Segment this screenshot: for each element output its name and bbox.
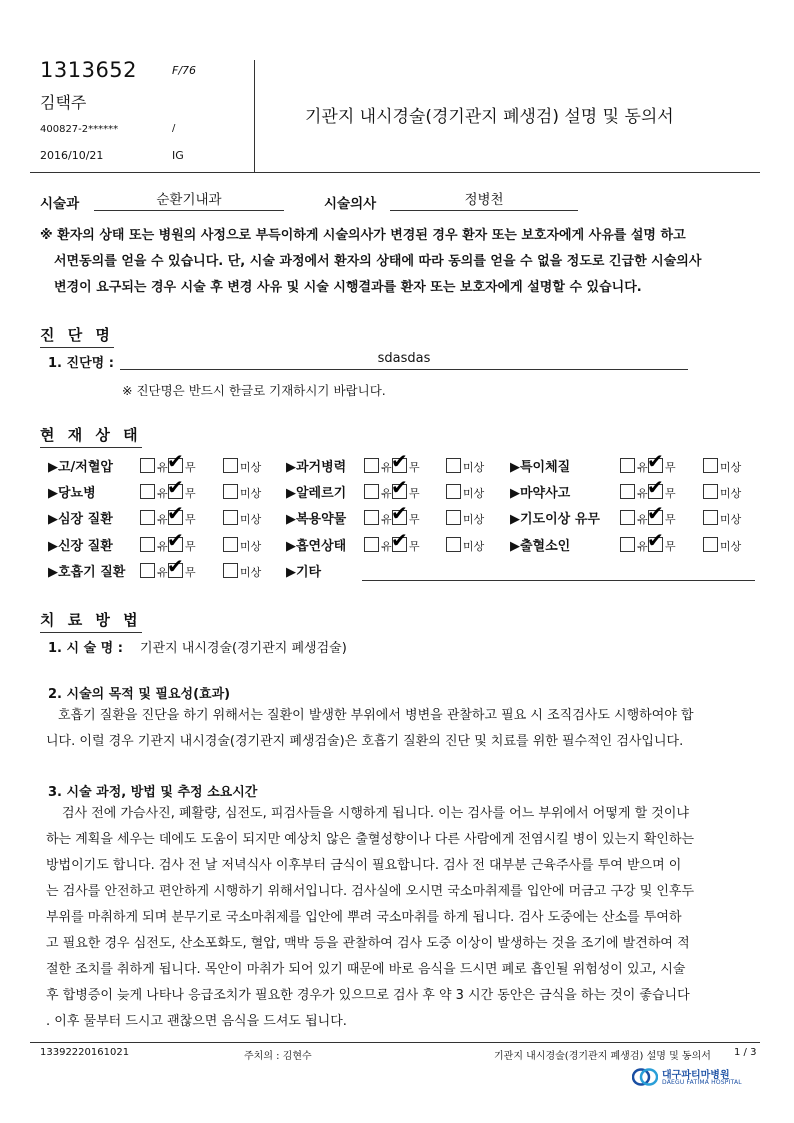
status-checkbox[interactable] [703,484,718,499]
treatment-section-title: 치 료 방 법 [40,609,142,633]
checkmark-icon: ✔ [167,475,184,499]
status-item-label: ▶마약사고 [510,486,571,501]
checkmark-icon: ✔ [391,501,408,525]
status-item-label: ▶흡연상태 [286,539,347,554]
status-option-label: 유 [637,487,648,500]
hospital-logo-name: 대구파티마병원 [662,1070,730,1081]
status-checkbox[interactable] [703,510,718,525]
footer-page: 1 / 3 [734,1047,757,1058]
purpose-line-1: 호흡기 질환을 진단을 하기 위해서는 질환이 발생한 부위에서 병변을 관찰하고 필요 시 조직검사도 시행하여야 합 [58,708,694,723]
status-checkbox[interactable] [223,537,238,552]
status-option-label: 미상 [240,461,262,474]
status-item-label: ▶특이체질 [510,460,571,475]
checkmark-icon: ✔ [167,528,184,552]
checkmark-icon: ✔ [391,475,408,499]
status-option-label: 유 [637,461,648,474]
status-checkbox[interactable] [223,510,238,525]
status-checkbox[interactable] [140,484,155,499]
patient-code: F/76 [172,64,197,77]
checkmark-icon: ✔ [647,528,664,552]
process-line-9: . 이후 물부터 드시고 괜찮으면 음식을 드셔도 됩니다. [46,1014,347,1029]
footer-doc-number: 13392220161021 [40,1047,130,1058]
patient-rrn: 400827-2****** [40,124,119,135]
status-checkbox[interactable] [446,458,461,473]
status-option-label: 미상 [463,513,485,526]
notice-line-2: 서면동의를 얻을 수 있습니다. 단, 시술 과정에서 환자의 상태에 따라 동의를 얻을 수 없을 정도로 긴급한 시술의사 [54,254,702,269]
status-option-label: 미상 [240,513,262,526]
status-option-label: 미상 [240,566,262,579]
status-checkbox[interactable] [446,484,461,499]
hospital-logo-name-en: DAEGU FATIMA HOSPITAL [662,1079,742,1086]
form-date: 2016/10/21 [40,149,104,162]
status-checkbox[interactable] [620,458,635,473]
notice-line-3: 변경이 요구되는 경우 시술 후 변경 사유 및 시술 시행결과를 환자 또는 보호자에게 설명할 수 있습니다. [54,280,642,295]
status-checkbox[interactable] [223,484,238,499]
status-checkbox[interactable] [223,563,238,578]
checkmark-icon: ✔ [647,449,664,473]
status-checkbox[interactable] [703,537,718,552]
status-option-label: 무 [409,461,420,474]
status-option-label: 무 [185,513,196,526]
process-line-1: 검사 전에 가슴사진, 폐활량, 심전도, 피검사들을 시행하게 됩니다. 이는 검사를 어느 부위에서 어떻게 할 것이냐 [62,806,689,821]
process-line-8: 후 합병증이 늦게 나타나 응급조치가 필요한 경우가 있으므로 검사 후 약 3 시간 동안은 금식을 하는 것이 좋습니다 [46,988,690,1003]
status-section-title: 현 재 상 태 [40,424,142,448]
checkmark-icon: ✔ [647,475,664,499]
status-option-label: 미상 [720,513,742,526]
status-item-label: ▶고/저혈압 [48,460,113,475]
status-option-label: 미상 [720,540,742,553]
status-checkbox[interactable] [620,537,635,552]
status-option-label: 무 [665,513,676,526]
checkmark-icon: ✔ [647,501,664,525]
status-option-label: 무 [409,540,420,553]
purpose-title: 2. 시술의 목적 및 필요성(효과) [48,687,231,702]
purpose-line-2: 니다. 이럴 경우 기관지 내시경술(경기관지 폐생검술)은 호흡기 질환의 진단 및 치료를 위한 필수적인 검사입니다. [46,734,684,749]
status-checkbox[interactable] [140,510,155,525]
dept-label: 시술과 [40,196,80,212]
status-option-label: 유 [381,487,392,500]
status-option-label: 유 [157,513,168,526]
status-checkbox[interactable] [364,537,379,552]
status-checkbox[interactable] [364,510,379,525]
checkmark-icon: ✔ [167,449,184,473]
diagnosis-section-title: 진 단 명 [40,324,114,348]
status-option-label: 미상 [463,461,485,474]
document-title: 기관지 내시경술(경기관지 폐생검) 설명 및 동의서 [305,107,674,127]
status-checkbox[interactable] [364,484,379,499]
status-other-label: ▶기타 [286,565,322,580]
process-line-2: 하는 계획을 세우는 데에도 도움이 되지만 예상치 않은 출혈성향이나 다른 사람에게 전염시킬 병이 있는지 확인하는 [46,832,695,847]
doctor-value: 정병천 [390,190,578,211]
checkmark-icon: ✔ [167,501,184,525]
process-title: 3. 시술 과정, 방법 및 추정 소요시간 [48,785,258,800]
process-line-7: 절한 조치를 취하게 됩니다. 목안이 마취가 되어 있기 때문에 바로 음식을 드시면 폐로 흡인될 위험성이 있고, 시술 [46,962,686,977]
status-option-label: 미상 [720,461,742,474]
status-option-label: 미상 [240,540,262,553]
status-option-label: 무 [185,461,196,474]
status-option-label: 미상 [463,540,485,553]
header-divider-horizontal [30,172,760,173]
status-checkbox[interactable] [703,458,718,473]
procedure-label: 1. 시 술 명 : [48,641,123,656]
header-divider-vertical [254,60,255,173]
status-item-label: ▶과거병력 [286,460,347,475]
status-item-label: ▶호흡기 질환 [48,565,126,580]
status-option-label: 무 [185,566,196,579]
status-checkbox[interactable] [620,484,635,499]
status-checkbox[interactable] [364,458,379,473]
patient-id: 1313652 [40,58,138,82]
status-option-label: 유 [637,540,648,553]
patient-name: 김택주 [40,93,87,112]
status-option-label: 무 [665,540,676,553]
status-item-label: ▶복용약물 [286,512,347,527]
status-item-label: ▶출혈소인 [510,539,571,554]
status-option-label: 무 [409,487,420,500]
process-line-5: 부위를 마취하게 되며 분무기로 국소마취제를 입안에 뿌려 국소마취를 하게 됩니다. 검사 도중에는 산소를 투여하 [46,910,682,925]
status-option-label: 미상 [463,487,485,500]
checkmark-icon: ✔ [391,449,408,473]
status-option-label: 유 [381,461,392,474]
status-option-label: 미상 [240,487,262,500]
status-option-label: 유 [381,513,392,526]
status-option-label: 무 [185,540,196,553]
ig-code: IG [172,149,184,162]
status-option-label: 미상 [720,487,742,500]
status-option-label: 무 [665,461,676,474]
process-line-6: 고 필요한 경우 심전도, 산소포화도, 혈압, 맥박 등을 관찰하여 검사 도중 이상이 발생하는 것을 조기에 발견하여 적 [46,936,690,951]
status-option-label: 유 [157,566,168,579]
status-checkbox[interactable] [446,537,461,552]
diagnosis-note: ※ 진단명은 반드시 한글로 기재하시기 바랍니다. [122,383,386,398]
process-line-4: 는 검사를 안전하고 편안하게 시행하기 위해서입니다. 검사실에 오시면 국소마취제를 입안에 머금고 구강 및 인후두 [46,884,695,899]
status-checkbox[interactable] [223,458,238,473]
doctor-label: 시술의사 [324,196,377,212]
checkmark-icon: ✔ [391,528,408,552]
status-option-label: 무 [409,513,420,526]
status-option-label: 무 [665,487,676,500]
process-line-3: 방법이기도 합니다. 검사 전 날 저녁식사 이후부터 금식이 필요합니다. 검사 전 대부분 근육주사를 투여 받으며 이 [46,858,682,873]
notice-line-1: ※ 환자의 상태 또는 병원의 사정으로 부득이하게 시술의사가 변경된 경우 환자 또는 보호자에게 사유를 설명 하고 [40,228,686,243]
status-item-label: ▶알레르기 [286,486,347,501]
status-checkbox[interactable] [140,537,155,552]
status-option-label: 유 [157,461,168,474]
diagnosis-label: 1. 진단명 : [48,356,114,371]
status-checkbox[interactable] [140,563,155,578]
status-checkbox[interactable] [446,510,461,525]
status-option-label: 무 [185,487,196,500]
status-checkbox[interactable] [620,510,635,525]
status-option-label: 유 [157,487,168,500]
status-other-line [362,580,755,581]
hospital-logo-icon [632,1068,658,1086]
dept-value: 순환기내과 [94,190,284,211]
status-item-label: ▶당뇨병 [48,486,96,501]
rrn-separator: / [172,123,176,134]
checkmark-icon: ✔ [167,554,184,578]
diagnosis-value: sdasdas [120,349,688,370]
footer-divider [30,1042,760,1043]
status-item-label: ▶심장 질환 [48,512,113,527]
status-item-label: ▶신장 질환 [48,539,113,554]
status-option-label: 유 [637,513,648,526]
status-item-label: ▶기도이상 유무 [510,512,600,527]
footer-doc-title: 기관지 내시경술(경기관지 폐생검) 설명 및 동의서 [494,1051,711,1062]
status-checkbox[interactable] [140,458,155,473]
footer-author: 주치의 : 김현수 [244,1051,312,1062]
procedure-value: 기관지 내시경술(경기관지 폐생검술) [140,641,347,656]
status-option-label: 유 [157,540,168,553]
status-option-label: 유 [381,540,392,553]
